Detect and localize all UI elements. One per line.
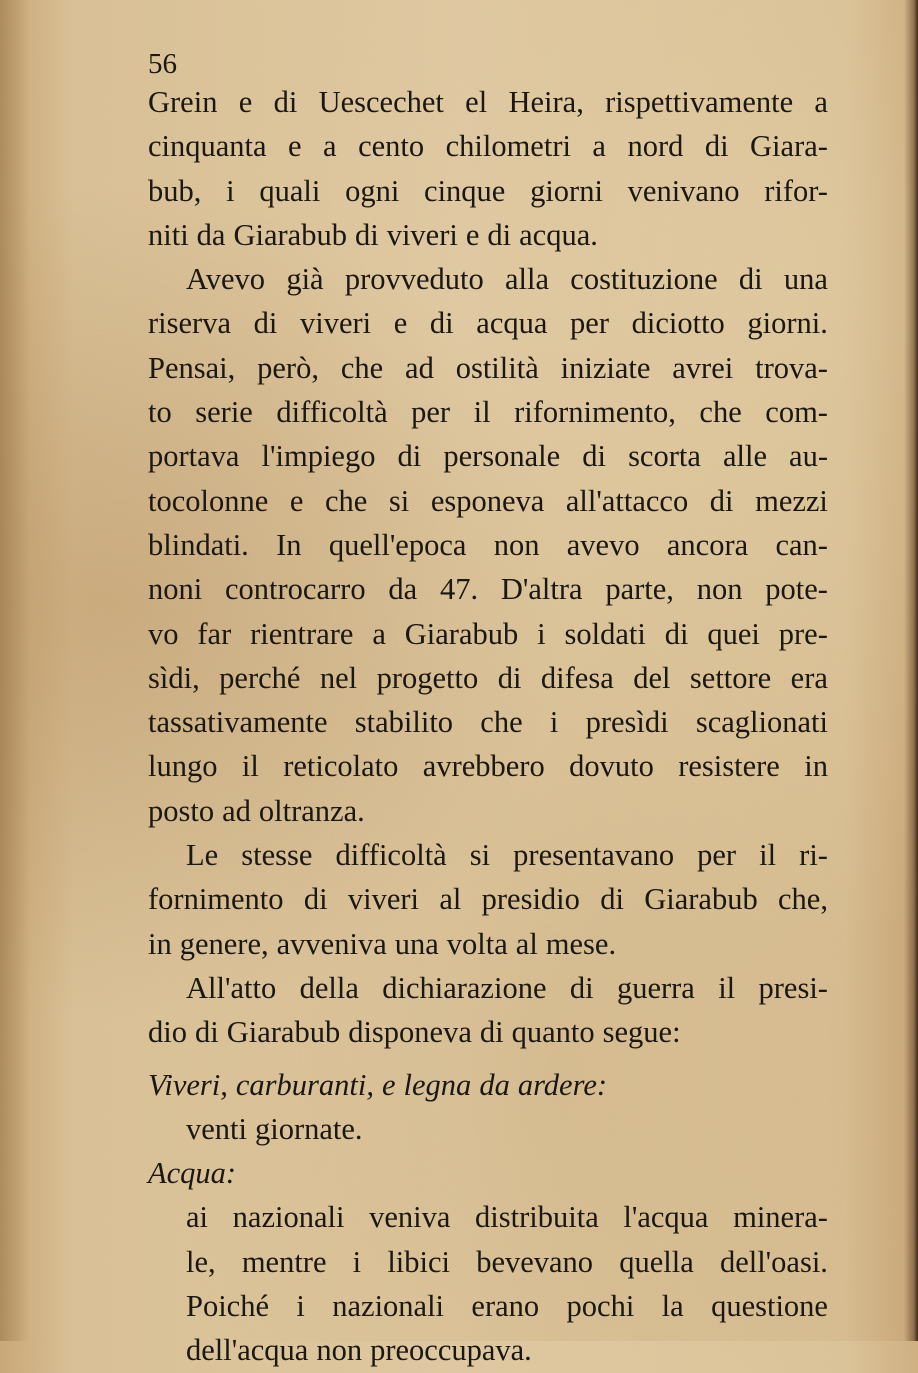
word: e xyxy=(393,306,408,341)
word: segue: xyxy=(602,1015,681,1050)
word: in xyxy=(804,749,828,784)
word: dell'acqua xyxy=(186,1333,309,1368)
word: di xyxy=(397,439,422,474)
word: si xyxy=(388,483,410,518)
page-right-edge xyxy=(904,0,918,1341)
word: quei xyxy=(707,616,760,651)
body-text xyxy=(148,80,828,1373)
text-line xyxy=(148,346,828,390)
word: da xyxy=(196,217,226,252)
word: quali xyxy=(259,173,321,208)
word: mentre xyxy=(241,1244,327,1279)
word: settore xyxy=(689,660,772,695)
word: bub, xyxy=(148,173,202,208)
text-line xyxy=(148,789,828,833)
word: e xyxy=(289,483,304,518)
word: quanto xyxy=(511,1015,595,1050)
word: personale xyxy=(443,439,561,474)
word: il xyxy=(241,749,259,784)
word: bevevano xyxy=(476,1244,594,1279)
word: controcarro xyxy=(225,572,366,607)
word: legna xyxy=(403,1067,472,1102)
word: dovuto xyxy=(569,749,654,784)
word: che xyxy=(699,395,742,430)
word: non xyxy=(316,1333,363,1368)
word: iniziate xyxy=(560,350,651,385)
word: di xyxy=(600,882,624,917)
word: a xyxy=(814,85,828,119)
word: posto xyxy=(148,793,215,828)
word: scorta xyxy=(628,439,701,474)
word: Avevo xyxy=(186,262,266,297)
word: al xyxy=(515,926,538,961)
word: lungo xyxy=(148,749,218,784)
text-line xyxy=(148,1063,828,1107)
text-line xyxy=(148,169,828,213)
word: di xyxy=(479,1015,504,1050)
word: to xyxy=(148,395,172,430)
word: venivano xyxy=(627,173,740,208)
word: Heira, xyxy=(508,85,584,119)
word: Le xyxy=(186,838,219,873)
text-line xyxy=(148,612,828,656)
word: di xyxy=(303,882,328,917)
word: D'altra xyxy=(500,572,583,607)
word: di xyxy=(709,483,734,518)
page-number: 56 xyxy=(148,48,177,80)
word: scaglionati xyxy=(695,705,828,740)
word: ogni xyxy=(345,173,400,208)
word: pochi xyxy=(566,1289,635,1324)
word: can- xyxy=(775,527,828,562)
word: cinque xyxy=(424,173,506,208)
word: la xyxy=(661,1289,684,1324)
word: tassativamente xyxy=(148,705,328,740)
word: rispettivamente xyxy=(605,85,794,119)
word: di xyxy=(497,660,522,695)
word: per xyxy=(697,838,737,873)
word: noni xyxy=(148,572,203,607)
word: di xyxy=(429,306,454,341)
page-left-shadow xyxy=(0,0,30,1341)
word: esponeva xyxy=(430,483,545,518)
word: giorni. xyxy=(747,306,828,341)
word: Uescechet xyxy=(318,85,444,119)
word: di xyxy=(664,616,689,651)
word: rientrare xyxy=(250,616,354,651)
word: e xyxy=(382,1067,396,1102)
word: alle xyxy=(722,439,767,474)
word: veniva xyxy=(369,1200,451,1235)
word: com- xyxy=(765,395,828,430)
word: parte, xyxy=(605,572,674,607)
word: di xyxy=(194,1015,219,1050)
word: dio xyxy=(148,1015,187,1050)
word: niti xyxy=(148,217,189,252)
word: soldati xyxy=(564,616,646,651)
word: questione xyxy=(711,1289,828,1324)
word: del xyxy=(633,660,671,695)
word: All'atto xyxy=(186,970,277,1005)
text-line xyxy=(148,656,828,700)
word: dichiarazione xyxy=(382,970,547,1005)
word: i xyxy=(226,173,235,208)
text-line xyxy=(148,877,828,921)
word: di xyxy=(582,439,606,474)
word: giornate. xyxy=(255,1111,363,1146)
text-line xyxy=(148,1240,828,1284)
word: l'impiego xyxy=(261,439,376,474)
word: carburanti, xyxy=(235,1067,374,1102)
word: di xyxy=(569,970,594,1005)
word: da xyxy=(479,1067,510,1102)
word: perché xyxy=(219,660,301,695)
word: di xyxy=(738,262,763,297)
word: reticolato xyxy=(283,749,399,784)
word: era xyxy=(790,660,828,695)
word: nord xyxy=(627,129,684,164)
word: Giarabub xyxy=(644,882,758,917)
word: mese. xyxy=(545,926,617,961)
word: chilometri xyxy=(445,129,571,164)
word: trova- xyxy=(755,350,828,385)
word: pote- xyxy=(765,572,828,607)
word: Viveri, xyxy=(148,1067,228,1102)
word: Giarabub xyxy=(404,616,519,651)
word: ri- xyxy=(799,838,828,873)
word: della xyxy=(299,970,359,1005)
text-line xyxy=(148,1010,828,1054)
word: acqua xyxy=(476,306,548,341)
word: ancora xyxy=(666,527,749,562)
text-line xyxy=(148,1107,828,1151)
word: stabilito xyxy=(354,705,454,740)
word: dell'oasi. xyxy=(719,1244,828,1279)
text-line xyxy=(148,567,828,611)
word: avveniva xyxy=(276,926,387,961)
text-line xyxy=(148,833,828,877)
word: al xyxy=(439,882,462,917)
word: nel xyxy=(319,660,358,695)
word: volta xyxy=(446,926,508,961)
word: i xyxy=(352,1244,362,1279)
text-line xyxy=(148,301,828,345)
word: viveri xyxy=(386,217,458,252)
text-line xyxy=(148,390,828,434)
word: di xyxy=(487,217,512,252)
word: Poiché xyxy=(186,1289,270,1324)
word: in xyxy=(148,926,172,961)
word: per xyxy=(570,306,609,341)
word: costituzione xyxy=(570,262,718,297)
word: avrebbero xyxy=(422,749,545,784)
word: diciotto xyxy=(631,306,725,341)
word: acqua. xyxy=(519,217,598,252)
word: fornimento xyxy=(148,882,284,917)
word: provveduto xyxy=(344,262,484,297)
word: avrei xyxy=(672,350,734,385)
word: In xyxy=(276,527,302,562)
text-line xyxy=(148,257,828,301)
word: Giara- xyxy=(750,129,828,164)
word: avevo xyxy=(566,527,640,562)
word: nazionali xyxy=(232,1200,345,1235)
word: ai xyxy=(186,1200,209,1235)
word: di xyxy=(354,217,379,252)
word: di xyxy=(704,129,729,164)
word: che xyxy=(340,350,384,385)
word: presentavano xyxy=(513,838,675,873)
text-line xyxy=(148,1151,828,1195)
word: tocolonne xyxy=(148,483,269,518)
word: a xyxy=(323,129,337,164)
word: presi- xyxy=(758,970,828,1005)
word: distribuita xyxy=(475,1200,599,1235)
word: portava xyxy=(148,439,240,474)
word: alla xyxy=(505,262,550,297)
word: Giarabub xyxy=(233,217,347,252)
text-line xyxy=(148,124,828,168)
word: ardere: xyxy=(517,1067,608,1102)
word: l'acqua xyxy=(623,1200,709,1235)
word: sìdi, xyxy=(148,660,200,695)
text-line xyxy=(148,479,828,523)
text-line xyxy=(148,1284,828,1328)
word: che xyxy=(324,483,368,518)
word: il xyxy=(473,395,491,430)
word: non xyxy=(493,527,540,562)
text-line xyxy=(148,523,828,567)
text-line xyxy=(148,434,828,478)
text-line xyxy=(148,213,828,257)
word: non xyxy=(696,572,743,607)
text-line xyxy=(148,966,828,1010)
word: e xyxy=(288,129,302,164)
word: ostilità xyxy=(455,350,539,385)
text-line xyxy=(148,700,828,744)
word: che, xyxy=(778,882,828,917)
word: disponeva xyxy=(348,1015,472,1050)
word: viveri xyxy=(347,882,420,917)
word: genere, xyxy=(179,926,269,961)
word: i xyxy=(549,705,559,740)
word: di xyxy=(273,85,298,119)
word: venti xyxy=(186,1111,247,1146)
word: nazionali xyxy=(332,1289,445,1324)
word: 47. xyxy=(439,572,479,607)
word: presìdi xyxy=(585,705,669,740)
word: per xyxy=(411,395,451,430)
word: difficoltà xyxy=(276,395,388,430)
word: e xyxy=(465,217,480,252)
word: però, xyxy=(257,350,319,385)
word: minera- xyxy=(733,1200,828,1235)
word: che xyxy=(480,705,523,740)
word: viveri xyxy=(299,306,372,341)
word: i xyxy=(537,616,546,651)
word: difesa xyxy=(540,660,614,695)
word: una xyxy=(394,926,439,961)
word: au- xyxy=(789,439,828,474)
word: all'attacco xyxy=(565,483,689,518)
word: guerra xyxy=(616,970,695,1005)
word: progetto xyxy=(376,660,479,695)
word: blindati. xyxy=(148,527,249,562)
word: oltranza. xyxy=(258,793,365,828)
word: erano xyxy=(471,1289,540,1324)
text-line xyxy=(148,1195,828,1239)
word: e xyxy=(238,85,253,119)
word: di xyxy=(253,306,278,341)
word: cinquanta xyxy=(148,129,267,164)
word: el xyxy=(465,85,488,119)
word: pre- xyxy=(778,616,828,651)
word: vo xyxy=(148,616,179,651)
word: riserva xyxy=(148,306,231,341)
word: cento xyxy=(358,129,425,164)
word: Acqua: xyxy=(148,1156,237,1191)
word: far xyxy=(197,616,232,651)
text-line xyxy=(148,744,828,788)
word: stesse xyxy=(241,838,313,873)
text-line xyxy=(148,922,828,966)
word: a xyxy=(592,129,606,164)
word: i xyxy=(296,1289,305,1324)
word: da xyxy=(388,572,418,607)
word: quell'epoca xyxy=(328,527,467,562)
text-line xyxy=(148,1328,828,1372)
word: si xyxy=(469,838,491,873)
word: libici xyxy=(387,1244,451,1279)
word: a xyxy=(372,616,386,651)
word: giorni xyxy=(530,173,603,208)
word: preoccupava. xyxy=(370,1333,532,1368)
word: Pensai, xyxy=(148,350,236,385)
word: ad xyxy=(405,350,434,385)
word: ad xyxy=(222,793,251,828)
word: le, xyxy=(186,1244,216,1279)
word: una xyxy=(783,262,828,297)
word: difficoltà xyxy=(335,838,447,873)
word: mezzi xyxy=(755,483,828,518)
word: serie xyxy=(195,395,253,430)
word: presidio xyxy=(481,882,580,917)
text-line xyxy=(148,80,828,124)
word: Grein xyxy=(148,85,218,119)
word: già xyxy=(286,262,324,297)
word: rifornimento, xyxy=(514,395,676,430)
word: quella xyxy=(619,1244,694,1279)
word: il xyxy=(759,838,777,873)
word: Giarabub xyxy=(226,1015,341,1050)
word: rifor- xyxy=(764,173,828,208)
word: resistere xyxy=(678,749,780,784)
word: il xyxy=(718,970,736,1005)
